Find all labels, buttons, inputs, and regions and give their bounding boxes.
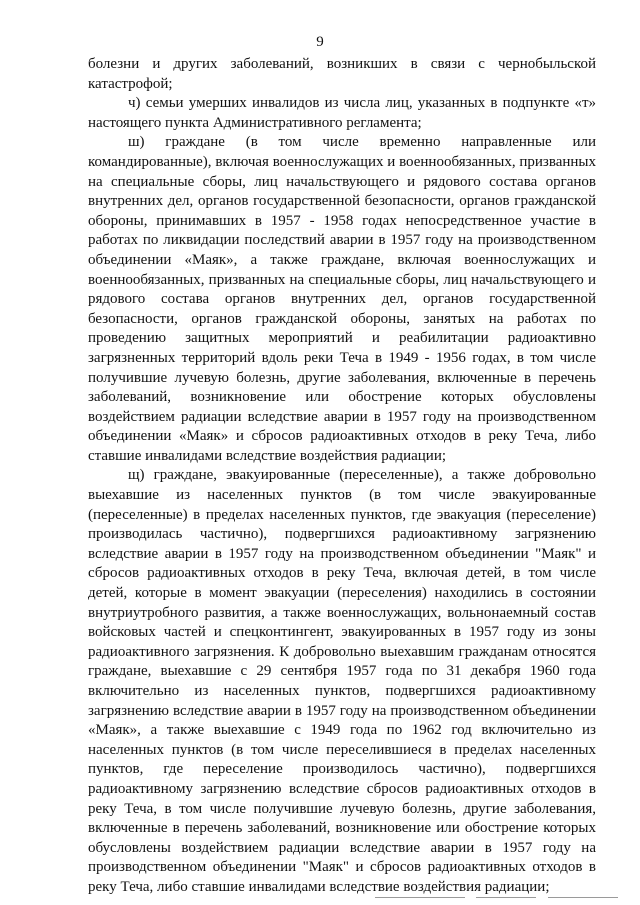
scan-artifact-line xyxy=(375,897,465,898)
document-body xyxy=(88,55,596,898)
paragraph-item-ch: ч) семьи умерших инвалидов из числа лиц, указанных в подпункте «т» настоящего пункта Административного регламента; xyxy=(88,95,596,131)
scan-artifact-line xyxy=(476,897,536,898)
paragraph-continuation: болезни и других заболеваний, возникших в связи с чернобыльской катастрофой; xyxy=(88,56,596,92)
paragraph-item-sh: ш) граждане (в том числе временно направленные или командированные), включая военнослужащих и военнообязанных, призванных на специальные сборы, лиц начальствующего и рядового состава органов внутренних дел, органов государственной безопасности, органов гражданской обороны, принимавших в 1957 - 1958 годах непосредственное участие в работах по ликвидации последствий аварии в 1957 году на производственном объединении «Маяк», а также граждане, включая военнослужащих и военнообязанных, призванных на специальные сборы, лиц начальствующего и рядового состава органов внутренних дел, органов государственной безопасности, органов гражданской обороны, занятых на работах по проведению защитных мероприятий и реабилитации радиоактивно загрязненных территорий вдоль реки Теча в 1949 - 1956 годах, в том числе получившие лучевую болезнь, другие заболевания, включенные в перечень заболеваний, возникновение или обострение которых обусловлены воздействием радиации вследствие аварии в 1957 году на производственном объединении «Маяк» и сбросов радиоактивных отходов в реку Теча, либо ставшие инвалидами вследствие воздействия радиации; xyxy=(88,134,596,464)
scan-artifact-line xyxy=(548,897,618,898)
paragraph-item-shch: щ) граждане, эвакуированные (переселенные), а также добровольно выехавшие из населенных пунктов (в том числе эвакуированные (переселенные) в пределах населенных пунктов, где эвакуация (переселение) производилась частично), подвергшихся радиоактивному загрязнению вследствие аварии в 1957 году на производственном объединении "Маяк" и сбросов радиоактивных отходов в реку Теча, включая детей, в том числе детей, которые в момент эвакуации (переселения) находились в состоянии внутриутробного развития, а также военнослужащих, вольнонаемный состав войсковых частей и спецконтингент, эвакуированных в 1957 году из зоны радиоактивного загрязнения. К добровольно выехавшим гражданам относятся граждане, выехавшие с 29 сентября 1957 года по 31 декабря 1960 года включительно из населенных пунктов, подвергшихся радиоактивному загрязнению вследствие аварии в 1957 году на производственном объединении «Маяк», а также выехавшие с 1949 года по 1962 год включительно из населенных пунктов (в том числе переселившиеся в пределах населенных пунктов, где переселение производилось частично), подвергшихся радиоактивному загрязнению вследствие сбросов радиоактивных отходов в реку Теча, в том числе получившие лучевую болезнь, другие заболевания, включенные в перечень заболеваний, возникновение или обострение которых обусловлены воздействием радиации вследствие аварии в 1957 году на производственном объединении "Маяк" и сбросов радиоактивных отходов в реку Теча, либо ставшие инвалидами вследствие воздействия радиации; xyxy=(88,467,596,895)
page-number: 9 xyxy=(316,34,324,50)
